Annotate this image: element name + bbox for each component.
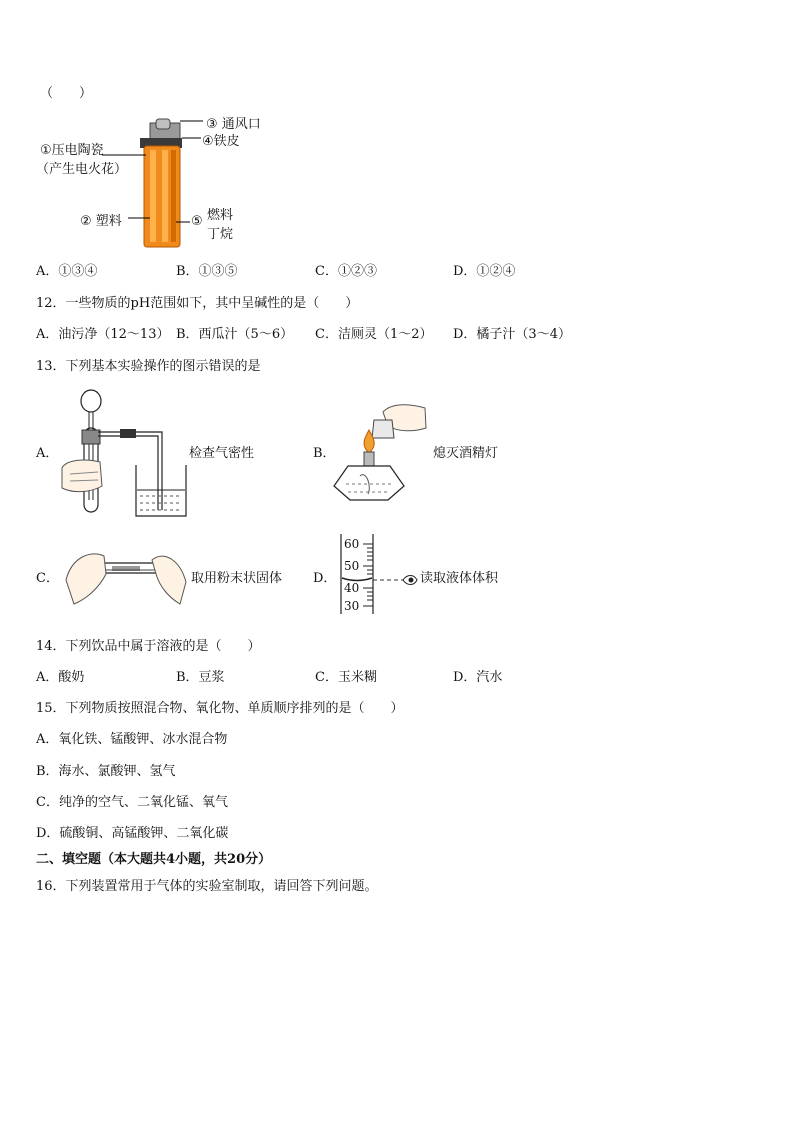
q13-a-letter: A． (36, 446, 59, 461)
q11-option-b: B．①③⑤ (176, 264, 238, 279)
label-fuel-number: ⑤ (191, 214, 203, 229)
q11-option-a: A．①③④ (36, 264, 98, 279)
q14-option-a: A．酸奶 (36, 670, 85, 685)
label-spark: （产生电火花） (36, 162, 128, 177)
q13-d-caption: 读取液体体积 (420, 571, 499, 586)
q12-option-a: A．油污净（12～13） (36, 327, 170, 342)
cylinder-tick-40: 40 (344, 581, 360, 595)
label-fuel: 燃料 (207, 208, 234, 223)
q16-stem: 16．下列装置常用于气体的实验室制取，请回答下列问题。 (36, 879, 378, 894)
q15-option-c: C．纯净的空气、二氧化锰、氧气 (36, 795, 228, 810)
q12-option-d: D．橘子汁（3～4） (453, 327, 571, 342)
q13-a-caption: 检查气密性 (189, 446, 255, 461)
q14-option-d: D．汽水 (453, 670, 503, 685)
q12-stem: 12．一些物质的pH范围如下，其中呈碱性的是（ ） (36, 296, 359, 311)
q11-option-c: C．①②③ (315, 264, 377, 279)
q11-option-d: D．①②④ (453, 264, 516, 279)
q13-d-letter: D． (313, 571, 337, 586)
cylinder-tick-30: 30 (344, 599, 360, 613)
q15-option-d: D．硫酸铜、高锰酸钾、二氧化碳 (36, 826, 229, 841)
label-iron-sheet: ④铁皮 (202, 134, 240, 149)
q14-stem: 14．下列饮品中属于溶液的是（ ） (36, 639, 261, 654)
label-butane: 丁烷 (207, 227, 234, 242)
cylinder-tick-60: 60 (344, 537, 360, 551)
q13-b-caption: 熄灭酒精灯 (433, 446, 499, 461)
q15-stem: 15．下列物质按照混合物、氧化物、单质顺序排列的是（ ） (36, 701, 404, 716)
q14-option-c: C．玉米糊 (315, 670, 377, 685)
label-vent: ③ 通风口 (206, 117, 261, 132)
q13-c-caption: 取用粉末状固体 (191, 571, 283, 586)
q15-option-b: B．海水、氯酸钾、氢气 (36, 764, 176, 779)
section-heading: 二、填空题（本大题共4小题，共20分） (36, 852, 272, 867)
label-plastic: ② 塑料 (80, 214, 122, 229)
label-piezo: ①压电陶瓷 (40, 143, 104, 158)
q13-stem: 13．下列基本实验操作的图示错误的是 (36, 359, 261, 374)
q12-option-b: B．西瓜汁（5～6） (176, 327, 294, 342)
q13-c-letter: C． (36, 571, 59, 586)
q13-b-letter: B． (313, 446, 336, 461)
cylinder-tick-50: 50 (344, 559, 360, 573)
q11-answer-paren: （ ） (40, 86, 93, 101)
q14-option-b: B．豆浆 (176, 670, 225, 685)
q12-option-c: C．洁厕灵（1～2） (315, 327, 433, 342)
q15-option-a: A．氧化铁、锰酸钾、冰水混合物 (36, 732, 228, 747)
